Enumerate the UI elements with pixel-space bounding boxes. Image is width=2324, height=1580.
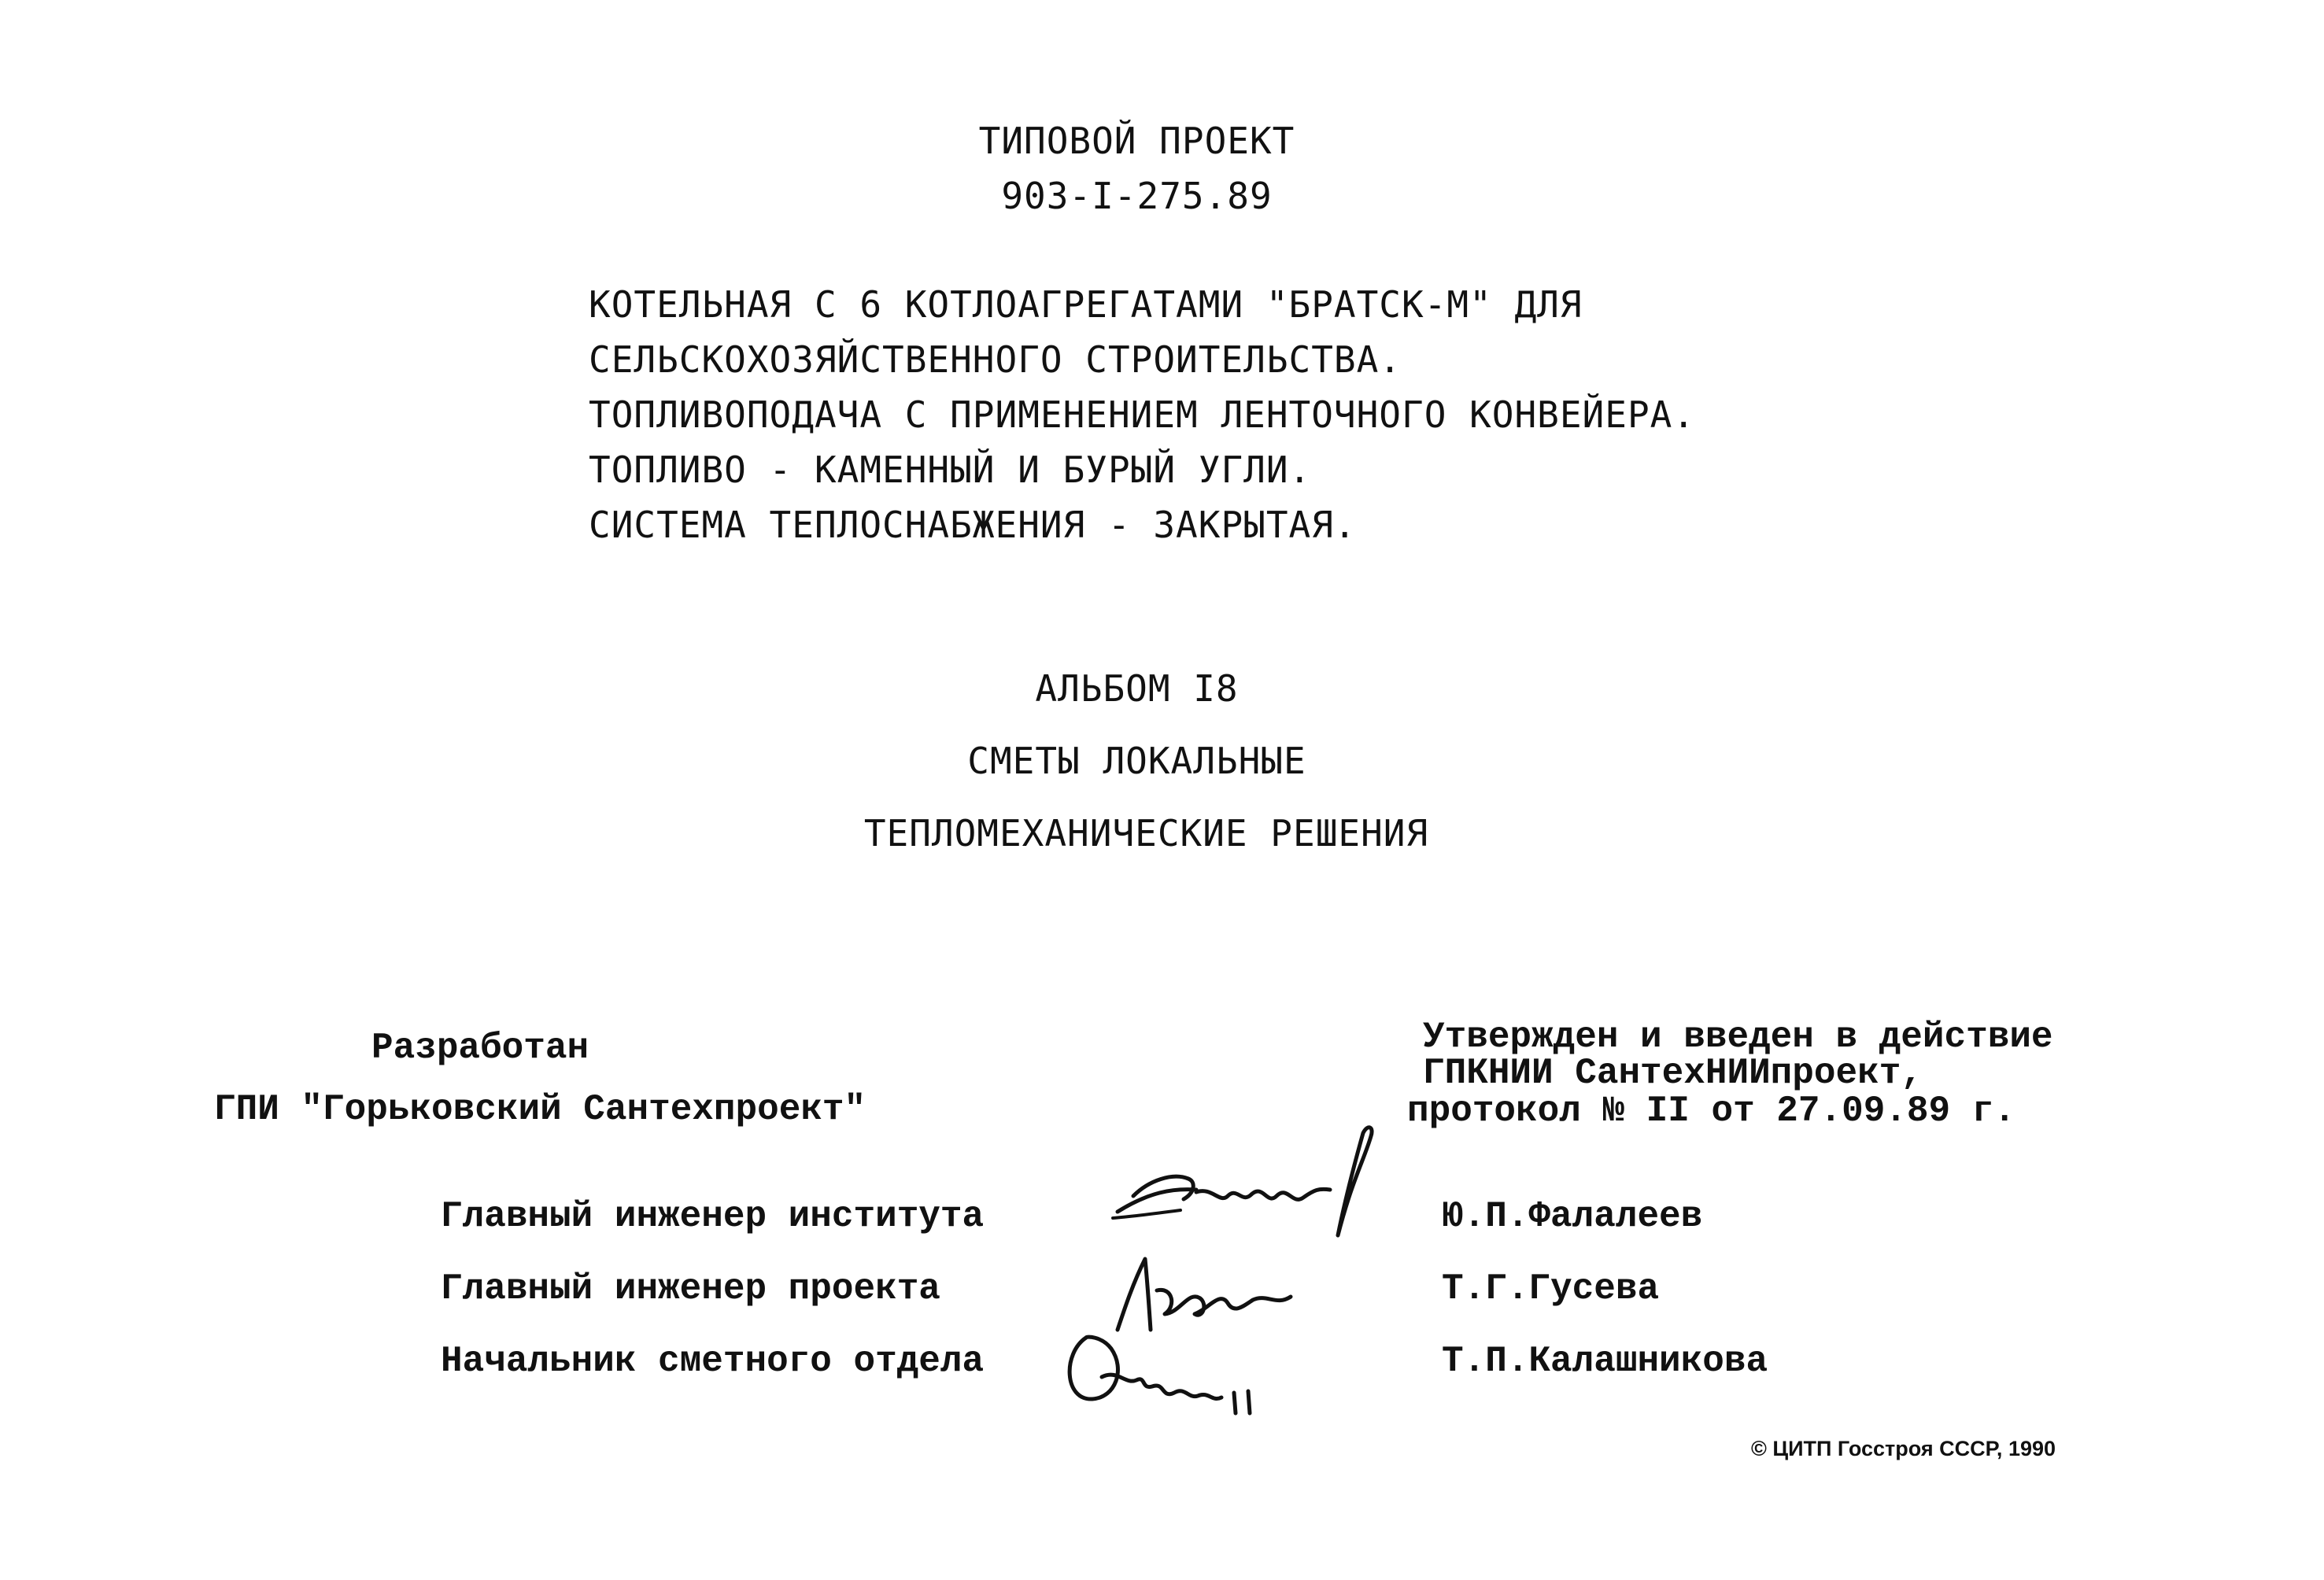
- signatory-position: Главный инженер проекта: [441, 1268, 940, 1309]
- signatory-position: Начальник сметного отдела: [441, 1341, 985, 1382]
- developer-org: ГПИ "Горьковский Сантехпроект": [214, 1089, 866, 1130]
- signatory-name: Т.П.Калашникова: [1442, 1341, 1768, 1382]
- description-line: ТОПЛИВО - КАМЕННЫЙ И БУРЫЙ УГЛИ.: [589, 449, 1312, 491]
- copyright: © ЦИТП Госстроя СССР, 1990: [1751, 1437, 2056, 1460]
- signatory-position: Главный инженер института: [441, 1196, 985, 1237]
- album-title: АЛЬБОМ I8: [1035, 667, 1239, 710]
- description-line: ТОПЛИВОПОДАЧА С ПРИМЕНЕНИЕМ ЛЕНТОЧНОГО КОНВЕЙЕРА.: [589, 393, 1696, 436]
- description-line: СИСТЕМА ТЕПЛОСНАБЖЕНИЯ - ЗАКРЫТАЯ.: [589, 504, 1357, 546]
- signature-3: [1055, 1314, 1275, 1424]
- approval-line: протокол № II от 27.09.89 г.: [1407, 1091, 2015, 1131]
- album-subtitle: СМЕТЫ ЛОКАЛЬНЫЕ: [967, 740, 1306, 782]
- signatory-name: Ю.П.Фалалеев: [1442, 1196, 1703, 1237]
- signatory-name: Т.Г.Гусева: [1442, 1268, 1660, 1309]
- description-line: КОТЕЛЬНАЯ С 6 КОТЛОАГРЕГАТАМИ "БРАТСК-М" ДЛЯ: [589, 283, 1583, 326]
- approval-line: Утвержден и введен в действие: [1423, 1017, 2053, 1058]
- album-section: ТЕПЛОМЕХАНИЧЕСКИЕ РЕШЕНИЯ: [863, 812, 1429, 855]
- developer-label: Разработан: [371, 1028, 589, 1069]
- description-line: СЕЛЬСКОХОЗЯЙСТВЕННОГО СТРОИТЕЛЬСТВА.: [589, 338, 1402, 381]
- header-title: ТИПОВОЙ ПРОЕКТ: [978, 120, 1295, 162]
- signature-1: [1102, 1117, 1385, 1259]
- approval-line: ГПКНИИ СантехНИИпроект,: [1423, 1053, 1923, 1094]
- project-number: 903-I-275.89: [1001, 175, 1273, 217]
